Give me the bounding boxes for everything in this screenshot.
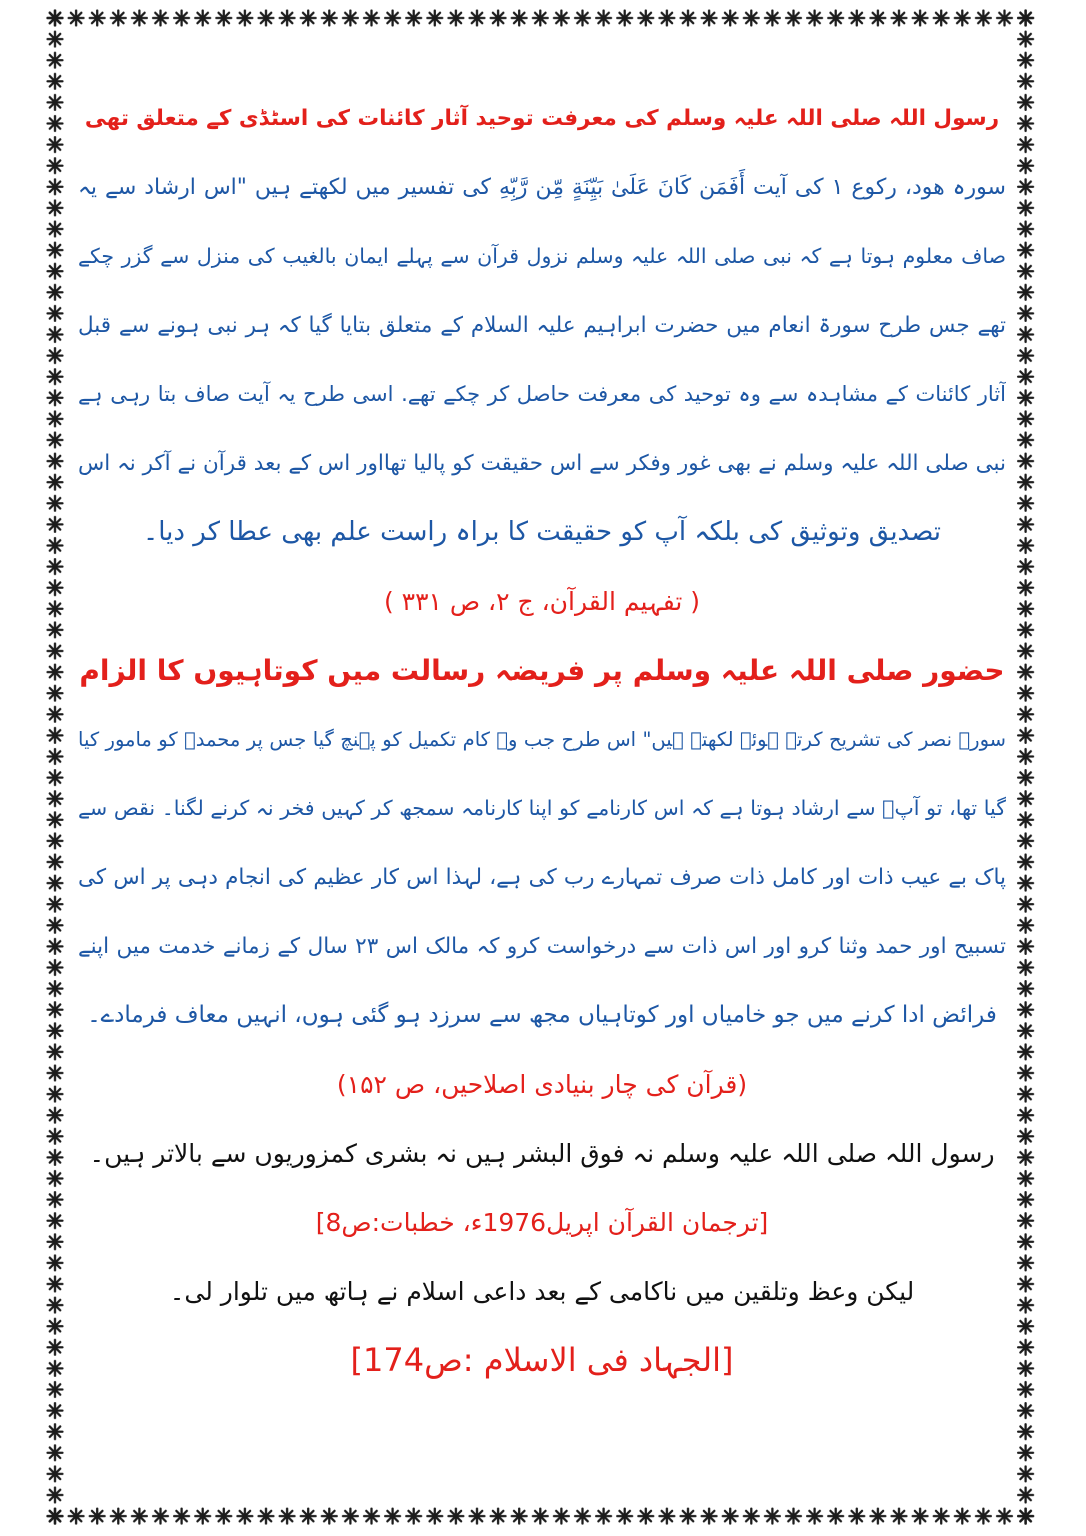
statement-2: لیکن وعظ وتلقین میں ناکامی کے بعد داعی اسلام نے ہاتھ میں تلوار لی۔ <box>169 1277 915 1306</box>
passage-1-line-3: تھے جس طرح سورۃ انعام میں حضرت ابراہیم علیہ السلام کے متعلق بتایا گیا کہ ہر نبی ہونے سے قبل <box>78 313 1006 338</box>
citation-2: (قرآن کی چار بنیادی اصلاحیں، ص ۱۵۲) <box>336 1070 748 1099</box>
passage-1-line-6: تصدیق وتوثیق کی بلکہ آپ کو حقیقت کا براہ راست علم بھی عطا کر دیا۔ <box>142 517 941 547</box>
passage-1-line-2: صاف معلوم ہوتا ہے کہ نبی صلی اللہ علیہ وسلم نزول قرآن سے پہلے ایمان بالغیب کی منزل سے گزر چکے <box>78 244 1006 268</box>
quran-verse: أَفَمَن كَانَ عَلَىٰ بَيِّنَةٍ مِّن رَّبِّهِ <box>498 175 746 200</box>
statement-1: رسول اللہ صلی اللہ علیہ وسلم نہ فوق البشر ہیں نہ بشری کمزوریوں سے بالاتر ہیں۔ <box>89 1139 995 1168</box>
heading-2: حضور صلی اللہ علیہ وسلم پر فریضہ رسالت میں کوتاہیوں کا الزام <box>79 654 1005 687</box>
passage-1-line-1-lead: سورہ ھود، رکوع ۱ کی آیت <box>753 175 1006 200</box>
passage-2-line-4: تسبیح اور حمد وثنا کرو اور اس ذات سے درخواست کرو کہ مالک اس ۲۳ سال کے زمانے خدمت میں اپنے <box>78 934 1006 959</box>
citation-3: [ترجمان القرآن اپریل1976ء، خطبات:ص8] <box>315 1208 769 1237</box>
passage-2-line-3: پاک بے عیب ذات اور کامل ذات صرف تمہارے رب کی ہے، لہذا اس کار عظیم کی انجام دہی پر اس کی <box>78 865 1006 890</box>
passage-1-line-1 <box>78 153 1006 222</box>
citation-1: ( تفہیم القرآن، ج ۲، ص ۳۳۱ ) <box>383 587 701 616</box>
passage-2-line-5: فرائض ادا کرنے میں جو خامیاں اور کوتاہیاں مجھ سے سرزد ہو گئی ہوں، انہیں معاف فرمادے۔ <box>87 1002 997 1028</box>
border-bottom <box>44 1506 1036 1527</box>
passage-1-line-5: نبی صلی اللہ علیہ وسلم نے بھی غور وفکر سے اس حقیقت کو پالیا تھااور اس کے بعد قرآن نے آکر نہ اس <box>78 451 1006 476</box>
border-top <box>44 7 1036 28</box>
passage-1-line-1-tail: کی تفسیر میں لکھتے ہیں "اس ارشاد سے یہ <box>78 175 492 200</box>
citation-4: [الجہاد فی الاسلام :ص174] <box>350 1341 734 1379</box>
passage-1-line-4: آثار کائنات کے مشاہدہ سے وہ توحید کی معرفت حاصل کر چکے تھے. اسی طرح یہ آیت صاف بتا رہی ہے <box>78 382 1006 406</box>
document-body <box>78 84 1006 1395</box>
passage-2-line-1: سورۃ نصر کی تشریح کرتے ہوئے لکھتے ہیں" اس طرح جب وہ کام تکمیل کو پہنچ گیا جس پر محمدؐ کو مامور کیا <box>78 728 1006 751</box>
border-right <box>1015 7 1036 1526</box>
passage-2-line-2: گیا تھا، تو آپؐ سے ارشاد ہوتا ہے کہ اس کارنامے کو اپنا کارنامہ سمجھ کر کہیں فخر نہ کرنے لگنا۔ نقص سے <box>78 796 1006 820</box>
heading-1: رسول اللہ صلی اللہ علیہ وسلم کی معرفت توحید آثار کائنات کی اسٹڈی کے متعلق تھی <box>84 106 1000 131</box>
border-left <box>44 7 65 1526</box>
